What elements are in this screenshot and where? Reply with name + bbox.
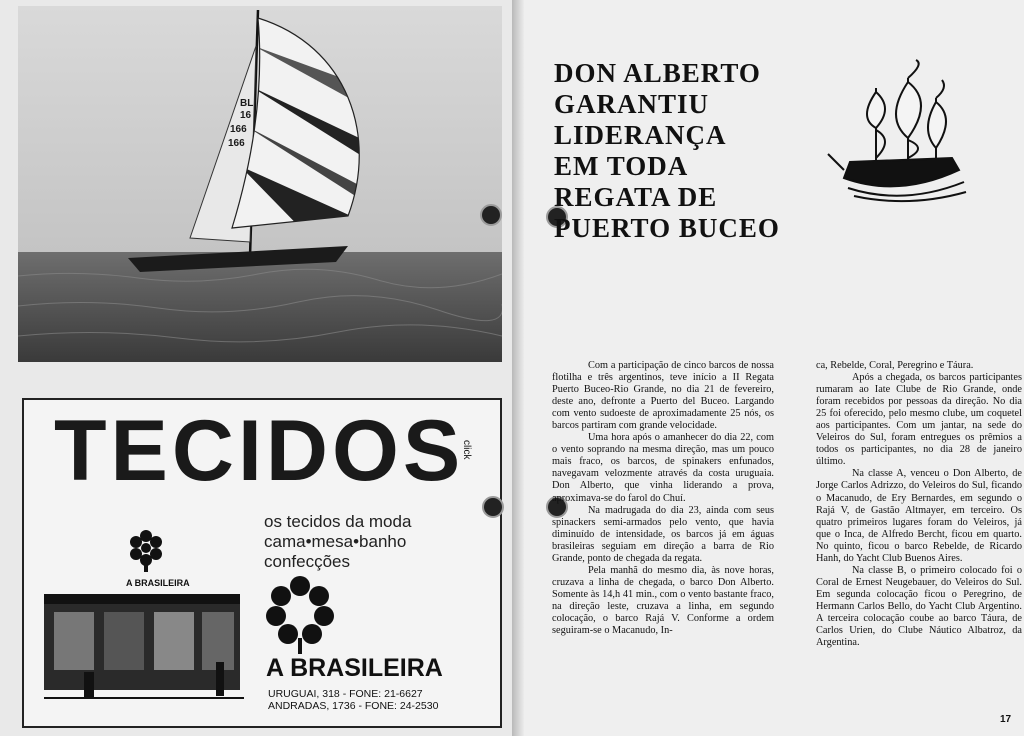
- headline-line: DON ALBERTO: [554, 58, 761, 88]
- article-paragraph: Na classe A, venceu o Don Alberto, de Jorge Carlos Adrizzo, do Veleiros do Sul, ficando o Macanudo, de Ery Bernardes, em segundo o Rajá V, de Gastão Altmayer, em terceiro. Os quatro primeiros lugares foram do Veleiros, já que o Inca, de Alfredo Bercht, ficou em quarto. No quinto, ficou o barco Rebelde, de Ricardo Hanh, do Yacht Club Buenos Aires.: [816, 468, 1022, 564]
- ad-tagline-line: os tecidos da moda: [264, 512, 412, 531]
- ad-address-line: URUGUAI, 318 - FONE: 21-6627: [268, 688, 423, 700]
- ad-address: [268, 688, 438, 712]
- article-paragraph: Uma hora após o amanhecer do dia 22, com o vento soprando na mesma direção, mas um pouco mais fraco, os barcos, de spinakers enfunados, navegavam velozmente através da costa uruguaia. Don Alberto, que vinha liderando a prova, aproximava-se do farol do Chuí.: [552, 432, 774, 504]
- sail-label: 16: [240, 110, 252, 121]
- article-paragraph: Na classe B, o primeiro colocado foi o Coral de Ernest Neugebauer, do Veleiros do Sul. Em segunda colocação ficou o Peregrino, de Hermann Carlos Bello, do Yacht Club Argentino. A terceira colocação coube ao barco Táura, de Carlos Urien, do Clube Náutico Albatroz, da Argentina.: [816, 564, 1022, 649]
- sailboat-photo: [18, 6, 502, 362]
- ad-tagline-line: cama•mesa•banho: [264, 532, 407, 551]
- article-paragraph: Com a participação de cinco barcos de nossa flotilha e três argentinos, teve início a II Regata Puerto Buceo-Rio Grande, no dia 21 de fevereiro, deste ano, defronte a Puerto del Buceo. Largando com vento sudoeste de aproximadamente 25 nós, os barcos partiram com grande velocidade.: [552, 360, 774, 432]
- ad-address-line: ANDRADAS, 1736 - FONE: 24-2530: [268, 700, 439, 712]
- sailboat-illustration: [18, 6, 502, 362]
- article-paragraph: Na madrugada do dia 23, ainda com seus spinackers semi-armados pelo vento, que havia diminuído de intensidade, os barcos já em águas brasileiras seguiam em direção a barra de Rio Grande, ponto de chegada da regata.: [552, 504, 774, 564]
- sail-label: BL: [240, 98, 254, 109]
- flower-logo-small-icon: [130, 530, 162, 572]
- headline-line: PUERTO BUCEO: [554, 213, 780, 243]
- binder-hole: [480, 204, 502, 226]
- binder-hole: [482, 496, 504, 518]
- headline-line: GARANTIU: [554, 89, 710, 119]
- page-number: 17: [1000, 714, 1012, 725]
- right-page: [524, 0, 1024, 736]
- ad-tagline: [264, 512, 411, 572]
- headline-line: EM TODA: [554, 151, 689, 181]
- tecidos-advertisement: [22, 398, 502, 728]
- article-paragraph: ca, Rebelde, Coral, Peregrino e Táura.: [816, 360, 974, 371]
- ad-logo-text: A BRASILEIRA: [266, 654, 443, 682]
- sail-label: 166: [228, 138, 245, 149]
- article-column-1: [552, 360, 774, 637]
- article-headline: [554, 58, 780, 244]
- store-sign: A BRASILEIRA: [126, 578, 190, 588]
- article-column-2: [816, 360, 1022, 649]
- headline-line: LIDERANÇA: [554, 120, 727, 150]
- ad-tagline-line: confecções: [264, 552, 350, 571]
- flower-logo-icon: [264, 576, 336, 654]
- article-paragraph: Pela manhã do mesmo dia, às nove horas, cruzava a linha de chegada, o barco Don Alberto. Somente às 14,h 41 min., com o vento bastante fraco, na direção leste, cruzava a linha, em segundo colocação, o barco Rajá V. Conforme a ordem seguiram-se o Macanudo, In-: [552, 564, 774, 637]
- caravel-ship-icon: [824, 58, 974, 208]
- headline-line: REGATA DE: [554, 182, 718, 212]
- ad-side-text: click: [461, 440, 472, 460]
- ad-brand-title: TECIDOS: [54, 403, 465, 499]
- sail-label: 166: [230, 124, 247, 135]
- store-front-photo: [44, 522, 244, 700]
- article-paragraph: Após a chegada, os barcos participantes rumaram ao Iate Clube de Rio Grande, onde foram recebidos por pessoas da direção. No dia 25 foi oferecido, pelo mesmo clube, um coquetel aos participantes. Com um jantar, na sede do Veleiros do Sul, foram entregues os prêmios a todos os participantes, no dia 28 de janeiro último.: [816, 372, 1022, 468]
- store-front-illustration: [44, 522, 244, 700]
